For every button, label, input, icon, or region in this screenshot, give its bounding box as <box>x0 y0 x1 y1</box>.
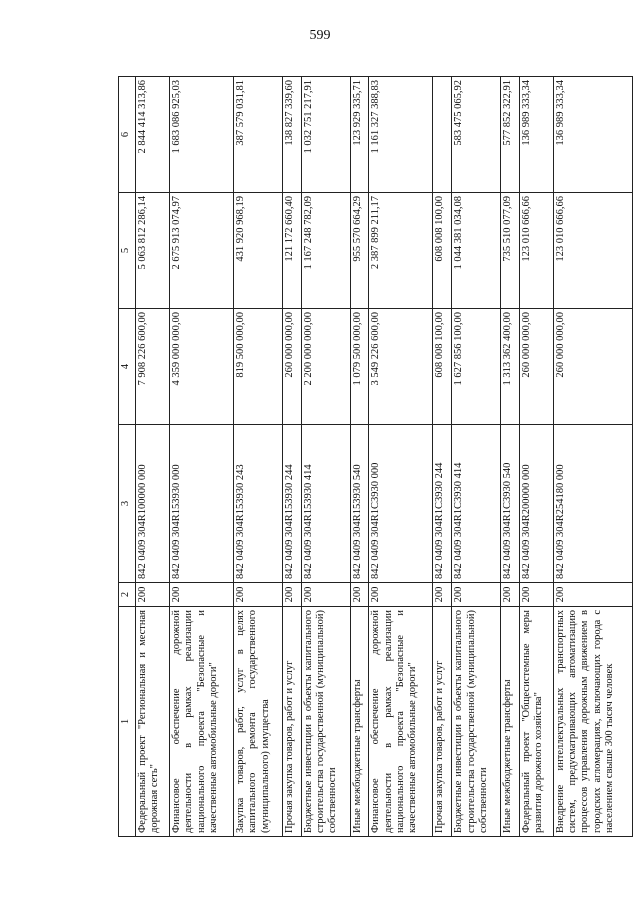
row-amount-remaining: 583 475 065,92 <box>452 77 501 193</box>
table-row <box>433 77 452 837</box>
row-budget-code: 842 0409 304R153930 414 <box>301 425 350 583</box>
row-amount-executed: 2 387 899 211,17 <box>369 193 433 309</box>
row-amount-remaining: 577 852 322,91 <box>501 77 520 193</box>
row-description: Федеральный проект "Общесистемные меры развития дорожного хозяйства" <box>519 607 553 837</box>
row-amount-remaining: 1 161 327 388,83 <box>369 77 433 193</box>
row-budget-code: 842 0409 304R153930 000 <box>169 425 233 583</box>
row-description: Закупка товаров, работ, услуг в целях капитального ремонта государственного (муниципального) имущества <box>233 607 282 837</box>
column-header: 4 <box>119 309 136 425</box>
row-amount-executed: 5 063 812 286,14 <box>136 193 170 309</box>
row-amount-plan: 608 008 100,00 <box>433 309 452 425</box>
row-amount-executed: 1 044 381 034,08 <box>452 193 501 309</box>
row-amount-executed: 123 010 666,66 <box>519 193 553 309</box>
row-code-200: 200 <box>301 583 350 607</box>
row-description: Иные межбюджетные трансферты <box>501 607 520 837</box>
row-amount-plan: 2 200 000 000,00 <box>301 309 350 425</box>
table-row <box>369 77 433 837</box>
table-row <box>233 77 282 837</box>
row-amount-remaining: 123 929 335,71 <box>350 77 369 193</box>
row-amount-remaining <box>433 77 452 193</box>
row-description: Федеральный проект "Региональная и местная дорожная сеть" <box>136 607 170 837</box>
row-amount-executed: 2 675 913 074,97 <box>169 193 233 309</box>
row-code-200: 200 <box>136 583 170 607</box>
row-description: Финансовое обеспечение дорожной деятельности в рамках реализации национального проекта "Безопасные и качественные автомобильные дороги" <box>369 607 433 837</box>
row-amount-executed: 608 008 100,00 <box>433 193 452 309</box>
row-amount-remaining: 1 032 751 217,91 <box>301 77 350 193</box>
row-amount-executed: 123 010 666,66 <box>553 193 632 309</box>
row-code-200: 200 <box>433 583 452 607</box>
row-amount-plan: 3 549 226 600,00 <box>369 309 433 425</box>
table-row <box>553 77 632 837</box>
row-amount-plan: 260 000 000,00 <box>282 309 301 425</box>
row-amount-remaining: 1 683 086 925,03 <box>169 77 233 193</box>
row-description: Прочая закупка товаров, работ и услуг <box>282 607 301 837</box>
column-header: 5 <box>119 193 136 309</box>
row-budget-code: 842 0409 304R1С3930 000 <box>369 425 433 583</box>
row-code-200: 200 <box>501 583 520 607</box>
row-budget-code: 842 0409 304R1С3930 244 <box>433 425 452 583</box>
row-code-200: 200 <box>452 583 501 607</box>
table-row <box>350 77 369 837</box>
table-row <box>519 77 553 837</box>
row-amount-remaining: 136 989 333,34 <box>519 77 553 193</box>
row-amount-remaining: 2 844 414 313,86 <box>136 77 170 193</box>
row-budget-code: 842 0409 304R100000 000 <box>136 425 170 583</box>
row-budget-code: 842 0409 304R153930 244 <box>282 425 301 583</box>
row-amount-remaining: 136 989 333,34 <box>553 77 632 193</box>
row-amount-plan: 260 000 000,00 <box>553 309 632 425</box>
page-number: 599 <box>309 28 331 43</box>
row-budget-code: 842 0409 304R1С3930 540 <box>501 425 520 583</box>
row-budget-code: 842 0409 304R1С3930 414 <box>452 425 501 583</box>
budget-table <box>118 76 633 837</box>
row-amount-plan: 1 079 500 000,00 <box>350 309 369 425</box>
row-description: Иные межбюджетные трансферты <box>350 607 369 837</box>
row-description: Бюджетные инвестиции в объекты капитального строительства государственной (муниципальной) собственности <box>301 607 350 837</box>
header-row <box>119 77 136 837</box>
row-description: Прочая закупка товаров, работ и услуг <box>433 607 452 837</box>
column-header: 3 <box>119 425 136 583</box>
row-code-200: 200 <box>519 583 553 607</box>
row-budget-code: 842 0409 304R200000 000 <box>519 425 553 583</box>
row-amount-executed: 955 570 664,29 <box>350 193 369 309</box>
row-budget-code: 842 0409 304R153930 243 <box>233 425 282 583</box>
row-description: Бюджетные инвестиции в объекты капитального строительства государственной (муниципальной) собственности <box>452 607 501 837</box>
column-header: 2 <box>119 583 136 607</box>
row-budget-code: 842 0409 304R254180 000 <box>553 425 632 583</box>
row-amount-executed: 431 920 968,19 <box>233 193 282 309</box>
table-row <box>282 77 301 837</box>
row-amount-executed: 1 167 248 782,09 <box>301 193 350 309</box>
rotated-table-container <box>118 77 633 837</box>
column-header: 1 <box>119 607 136 837</box>
row-code-200: 200 <box>553 583 632 607</box>
table-row <box>452 77 501 837</box>
row-code-200: 200 <box>233 583 282 607</box>
column-header: 6 <box>119 77 136 193</box>
row-amount-plan: 819 500 000,00 <box>233 309 282 425</box>
row-amount-executed: 121 172 660,40 <box>282 193 301 309</box>
row-budget-code: 842 0409 304R153930 540 <box>350 425 369 583</box>
row-description: Внедрение интеллектуальных транспортных систем, предусматривающих автоматизацию процессов управления дорожным движением в городских агломерациях, включающих города с населением свыше 300 тысяч человек <box>553 607 632 837</box>
table-row <box>301 77 350 837</box>
row-amount-plan: 260 000 000,00 <box>519 309 553 425</box>
table-row <box>501 77 520 837</box>
row-amount-plan: 1 313 362 400,00 <box>501 309 520 425</box>
row-code-200: 200 <box>369 583 433 607</box>
row-code-200: 200 <box>350 583 369 607</box>
row-description: Финансовое обеспечение дорожной деятельности в рамках реализации национального проекта "Безопасные и качественные автомобильные дороги" <box>169 607 233 837</box>
row-amount-remaining: 138 827 339,60 <box>282 77 301 193</box>
row-amount-plan: 4 359 000 000,00 <box>169 309 233 425</box>
table-row <box>136 77 170 837</box>
row-code-200: 200 <box>169 583 233 607</box>
row-amount-executed: 735 510 077,09 <box>501 193 520 309</box>
table-row <box>169 77 233 837</box>
row-amount-plan: 1 627 856 100,00 <box>452 309 501 425</box>
row-amount-plan: 7 908 226 600,00 <box>136 309 170 425</box>
row-code-200: 200 <box>282 583 301 607</box>
row-amount-remaining: 387 579 031,81 <box>233 77 282 193</box>
